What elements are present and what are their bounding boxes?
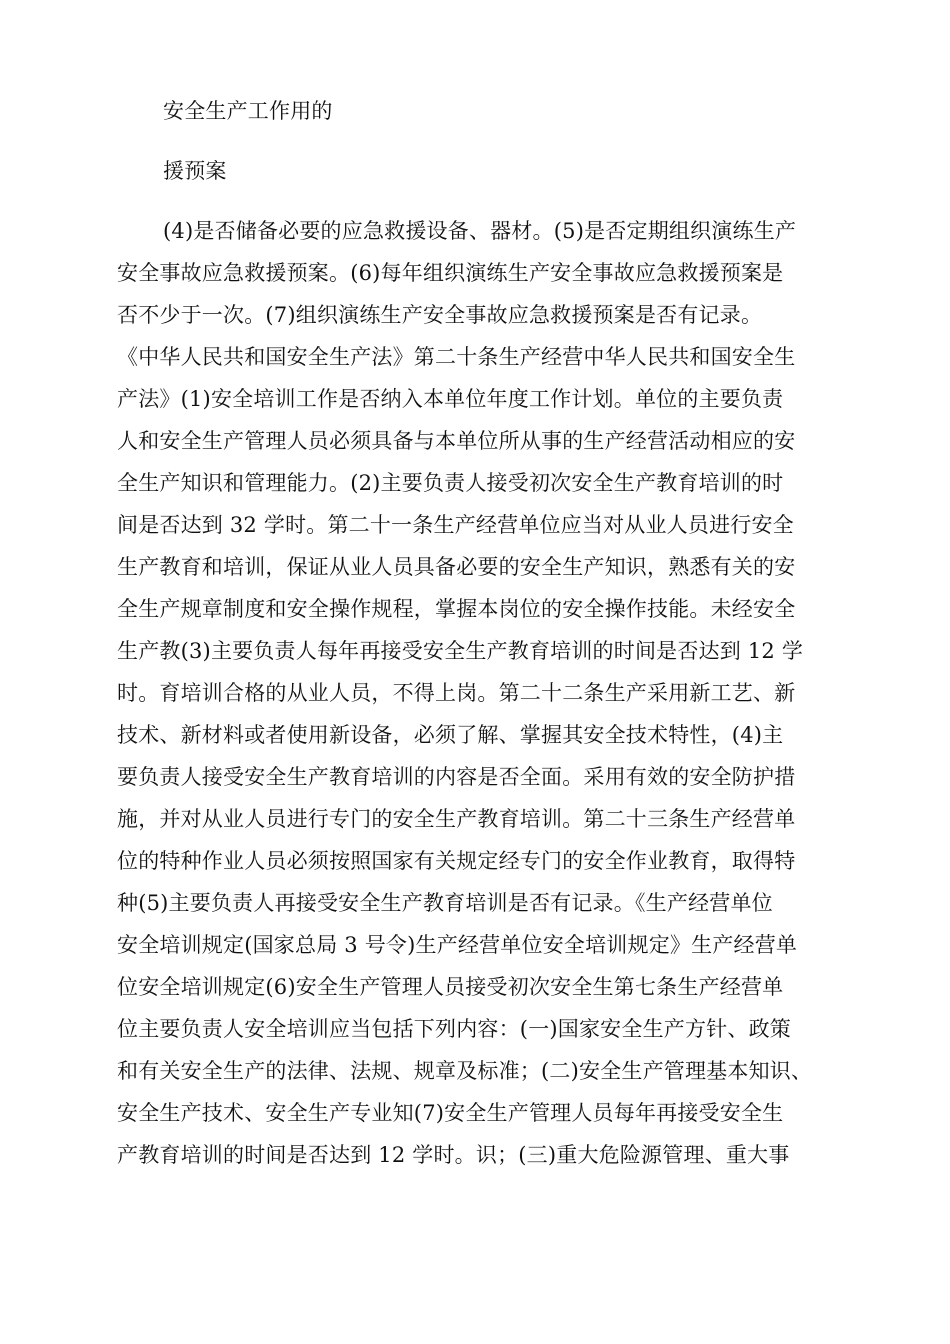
text-line: 全生产规章制度和安全操作规程，掌握本岗位的安全操作技能。未经安全 [117,597,796,621]
text-line: 安全生产技术、安全生产专业知(7)安全生产管理人员每年再接受安全生 [117,1101,784,1125]
text-line: 否不少于一次。(7)组织演练生产安全事故应急救援预案是否有记录。 [117,303,763,327]
text-line: 安全事故应急救援预案。(6)每年组织演练生产安全事故应急救援预案是 [117,261,784,285]
text-line: 援预案 [163,159,227,183]
text-line: 安全培训规定(国家总局 3 号令)生产经营单位安全培训规定》生产经营单 [117,933,798,957]
text-line: 安全生产工作用的 [163,99,333,123]
text-line: 人和安全生产管理人员必须具备与本单位所从事的生产经营活动相应的安 [117,429,796,453]
text-line: 《中华人民共和国安全生产法》第二十条生产经营中华人民共和国安全生 [117,345,796,369]
text-line: 种(5)主要负责人再接受安全生产教育培训是否有记录。《生产经营单位 [117,891,773,915]
text-line: (4)是否储备必要的应急救援设备、器材。(5)是否定期组织演练生产 [163,219,797,243]
text-line: 位的特种作业人员必须按照国家有关规定经专门的安全作业教育，取得特 [117,849,796,873]
text-line: 位主要负责人安全培训应当包括下列内容：(一)国家安全生产方针、政策 [117,1017,791,1041]
text-line: 要负责人接受安全生产教育培训的内容是否全面。采用有效的安全防护措 [117,765,796,789]
text-line: 产教育培训的时间是否达到 12 学时。识；(三)重大危险源管理、重大事 [117,1143,790,1167]
text-line: 施，并对从业人员进行专门的安全生产教育培训。第二十三条生产经营单 [117,807,796,831]
text-line: 产法》(1)安全培训工作是否纳入本单位年度工作计划。单位的主要负责 [117,387,784,411]
text-line: 时。育培训合格的从业人员，不得上岗。第二十二条生产采用新工艺、新 [117,681,796,705]
text-line: 全生产知识和管理能力。(2)主要负责人接受初次安全生产教育培训的时 [117,471,784,495]
text-line: 和有关安全生产的法律、法规、规章及标准；(二)安全生产管理基本知识、 [117,1059,813,1083]
text-line: 间是否达到 32 学时。第二十一条生产经营单位应当对从业人员进行安全 [117,513,794,537]
text-line: 技术、新材料或者使用新设备，必须了解、掌握其安全技术特性，(4)主 [117,723,784,747]
text-line: 生产教(3)主要负责人每年再接受安全生产教育培训的时间是否达到 12 学 [117,639,804,663]
text-line: 位安全培训规定(6)安全生产管理人员接受初次安全生第七条生产经营单 [117,975,784,999]
text-line: 生产教育和培训，保证从业人员具备必要的安全生产知识，熟悉有关的安 [117,555,796,579]
